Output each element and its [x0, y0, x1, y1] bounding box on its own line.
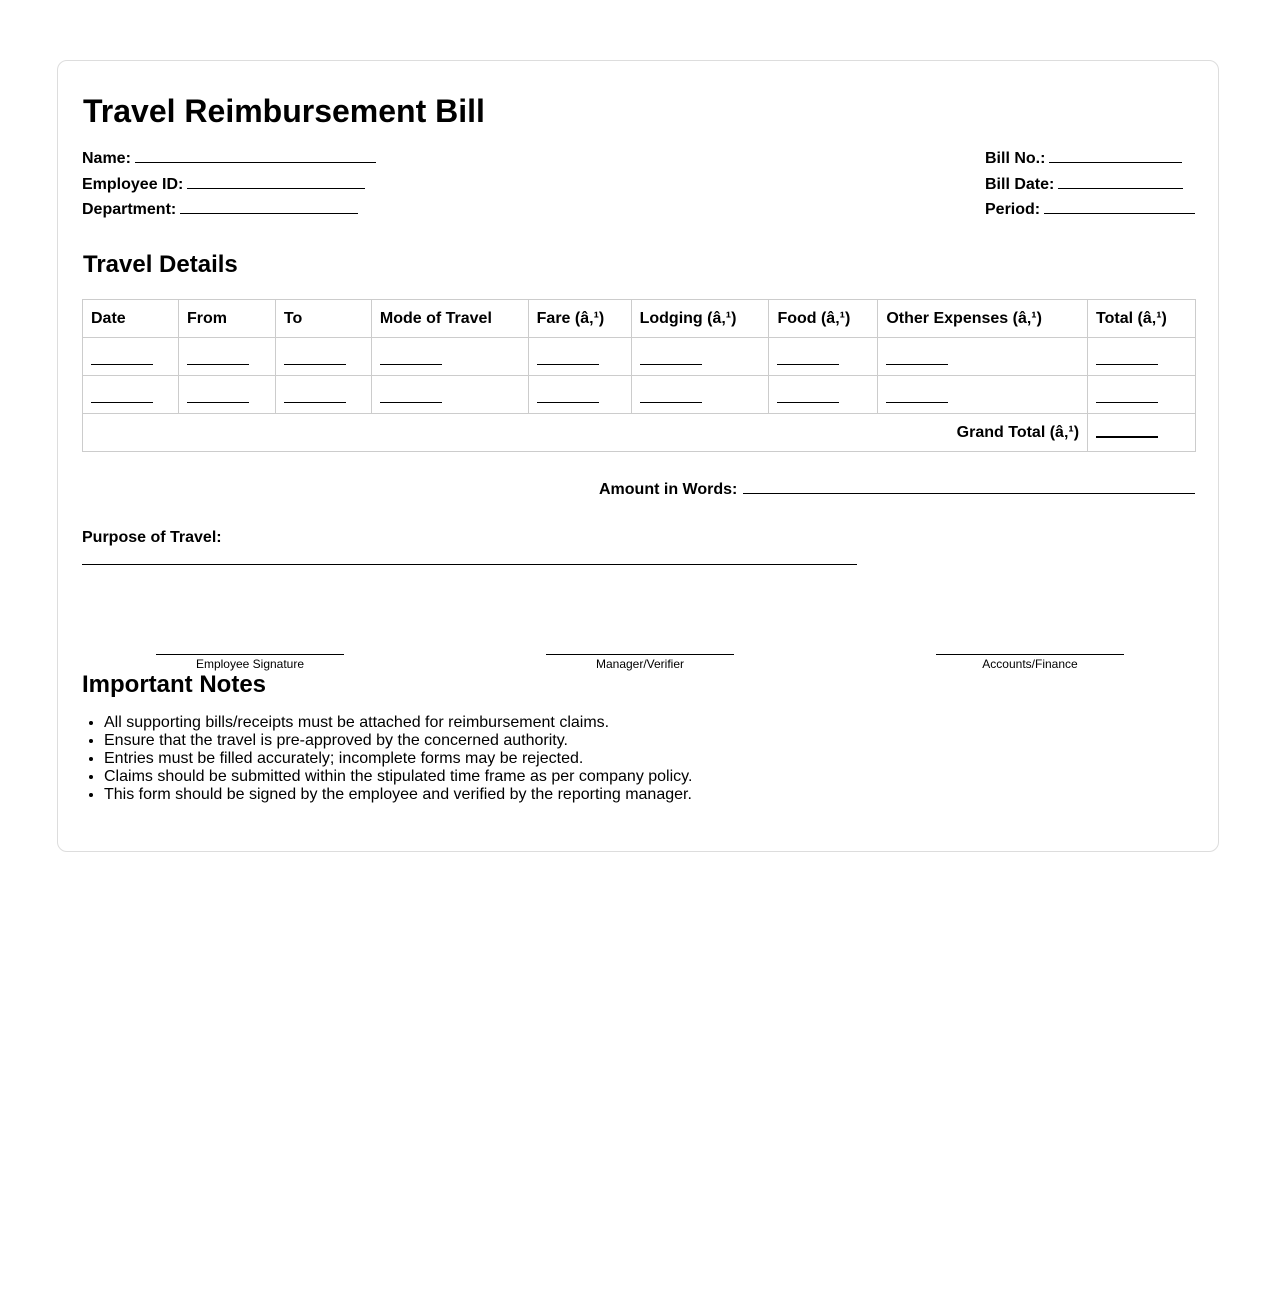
- bill-date-field[interactable]: [1058, 174, 1183, 189]
- table-cell: [371, 338, 528, 376]
- table-cell: [275, 376, 371, 414]
- fare-field[interactable]: [537, 350, 599, 365]
- grand-total-label: Grand Total (â‚¹): [83, 414, 1088, 452]
- row-total-field[interactable]: [1096, 350, 1158, 365]
- name-label: Name:: [82, 150, 131, 167]
- notes-list: [82, 714, 692, 804]
- amount-in-words: [599, 479, 1195, 499]
- travel-details-table: [82, 299, 1196, 452]
- bill-date-row: [985, 174, 1195, 200]
- to-field[interactable]: [284, 350, 346, 365]
- list-item: • Entries must be filled accurately; incomplete forms may be rejected.: [104, 750, 692, 768]
- purpose-field[interactable]: [82, 564, 857, 565]
- table-cell: [631, 376, 769, 414]
- date-field[interactable]: [91, 388, 153, 403]
- table-cell: [769, 376, 878, 414]
- table-cell: [275, 338, 371, 376]
- page-title: Travel Reimbursement Bill: [83, 93, 485, 129]
- amount-in-words-label: Amount in Words:: [599, 481, 738, 498]
- signature-line[interactable]: [156, 654, 344, 655]
- table-cell: [371, 376, 528, 414]
- employee-id-row: [82, 174, 376, 200]
- table-cell: [878, 338, 1088, 376]
- column-header: Food (â‚¹): [769, 300, 878, 338]
- lodging-field[interactable]: [640, 388, 702, 403]
- list-item: • All supporting bills/receipts must be attached for reimbursement claims.: [104, 714, 692, 732]
- bill-card: [57, 60, 1219, 852]
- column-header: Date: [83, 300, 179, 338]
- bill-no-field[interactable]: [1049, 148, 1182, 163]
- employee-signature: [156, 654, 344, 671]
- signature-line[interactable]: [546, 654, 734, 655]
- employee-id-label: Employee ID:: [82, 175, 184, 193]
- grand-total-field[interactable]: [1096, 422, 1158, 438]
- mode-field[interactable]: [380, 350, 442, 365]
- bill-info: [985, 148, 1195, 225]
- fare-field[interactable]: [537, 388, 599, 403]
- other-expenses-field[interactable]: [886, 388, 948, 403]
- table-header-row: [83, 300, 1196, 338]
- column-header: From: [178, 300, 275, 338]
- table-cell: [178, 338, 275, 376]
- column-header: Other Expenses (â‚¹): [878, 300, 1088, 338]
- mode-field[interactable]: [380, 388, 442, 403]
- name-field[interactable]: [135, 148, 376, 163]
- grand-total-row: [83, 414, 1196, 452]
- food-field[interactable]: [777, 350, 839, 365]
- from-field[interactable]: [187, 388, 249, 403]
- table-cell: [528, 376, 631, 414]
- date-field[interactable]: [91, 350, 153, 365]
- other-expenses-field[interactable]: [886, 350, 948, 365]
- bill-no-row: [985, 148, 1195, 174]
- list-item: • Ensure that the travel is pre-approved by the concerned authority.: [104, 732, 692, 750]
- table-cell: [83, 376, 179, 414]
- signature-line[interactable]: [936, 654, 1124, 655]
- table-cell: [878, 376, 1088, 414]
- table-cell: [83, 338, 179, 376]
- employee-info: [82, 148, 376, 225]
- bill-no-label: Bill No.:: [985, 150, 1046, 167]
- period-field[interactable]: [1044, 199, 1195, 214]
- from-field[interactable]: [187, 350, 249, 365]
- table-cell: [528, 338, 631, 376]
- list-item: • This form should be signed by the employee and verified by the reporting manager.: [104, 786, 692, 804]
- column-header: Total (â‚¹): [1088, 300, 1196, 338]
- table-row: [83, 376, 1196, 414]
- accounts-signature: [936, 654, 1124, 671]
- table-row: [83, 338, 1196, 376]
- table-cell: [178, 376, 275, 414]
- employee-id-field[interactable]: [187, 174, 365, 189]
- column-header: Fare (â‚¹): [528, 300, 631, 338]
- table-cell: [1088, 338, 1196, 376]
- amount-in-words-field[interactable]: [743, 479, 1195, 494]
- department-label: Department:: [82, 201, 177, 218]
- name-row: [82, 148, 376, 174]
- purpose-label: Purpose of Travel:: [82, 529, 222, 546]
- period-row: [985, 199, 1195, 225]
- table-cell: [769, 338, 878, 376]
- period-label: Period:: [985, 201, 1041, 218]
- table-cell: [1088, 414, 1196, 452]
- list-item: • Claims should be submitted within the stipulated time frame as per company policy.: [104, 768, 692, 786]
- food-field[interactable]: [777, 388, 839, 403]
- column-header: Lodging (â‚¹): [631, 300, 769, 338]
- notes-heading: Important Notes: [82, 671, 267, 698]
- column-header: Mode of Travel: [371, 300, 528, 338]
- table-cell: [631, 338, 769, 376]
- signature-caption: Accounts/Finance: [982, 657, 1078, 671]
- table-cell: [1088, 376, 1196, 414]
- manager-signature: [546, 654, 734, 671]
- signature-caption: Employee Signature: [195, 657, 305, 671]
- row-total-field[interactable]: [1096, 388, 1158, 403]
- department-row: [82, 199, 376, 225]
- signature-caption: Manager/Verifier: [595, 657, 685, 671]
- bill-date-label: Bill Date:: [985, 175, 1055, 193]
- to-field[interactable]: [284, 388, 346, 403]
- travel-details-heading: Travel Details: [83, 251, 238, 278]
- lodging-field[interactable]: [640, 350, 702, 365]
- column-header: To: [275, 300, 371, 338]
- department-field[interactable]: [180, 199, 358, 214]
